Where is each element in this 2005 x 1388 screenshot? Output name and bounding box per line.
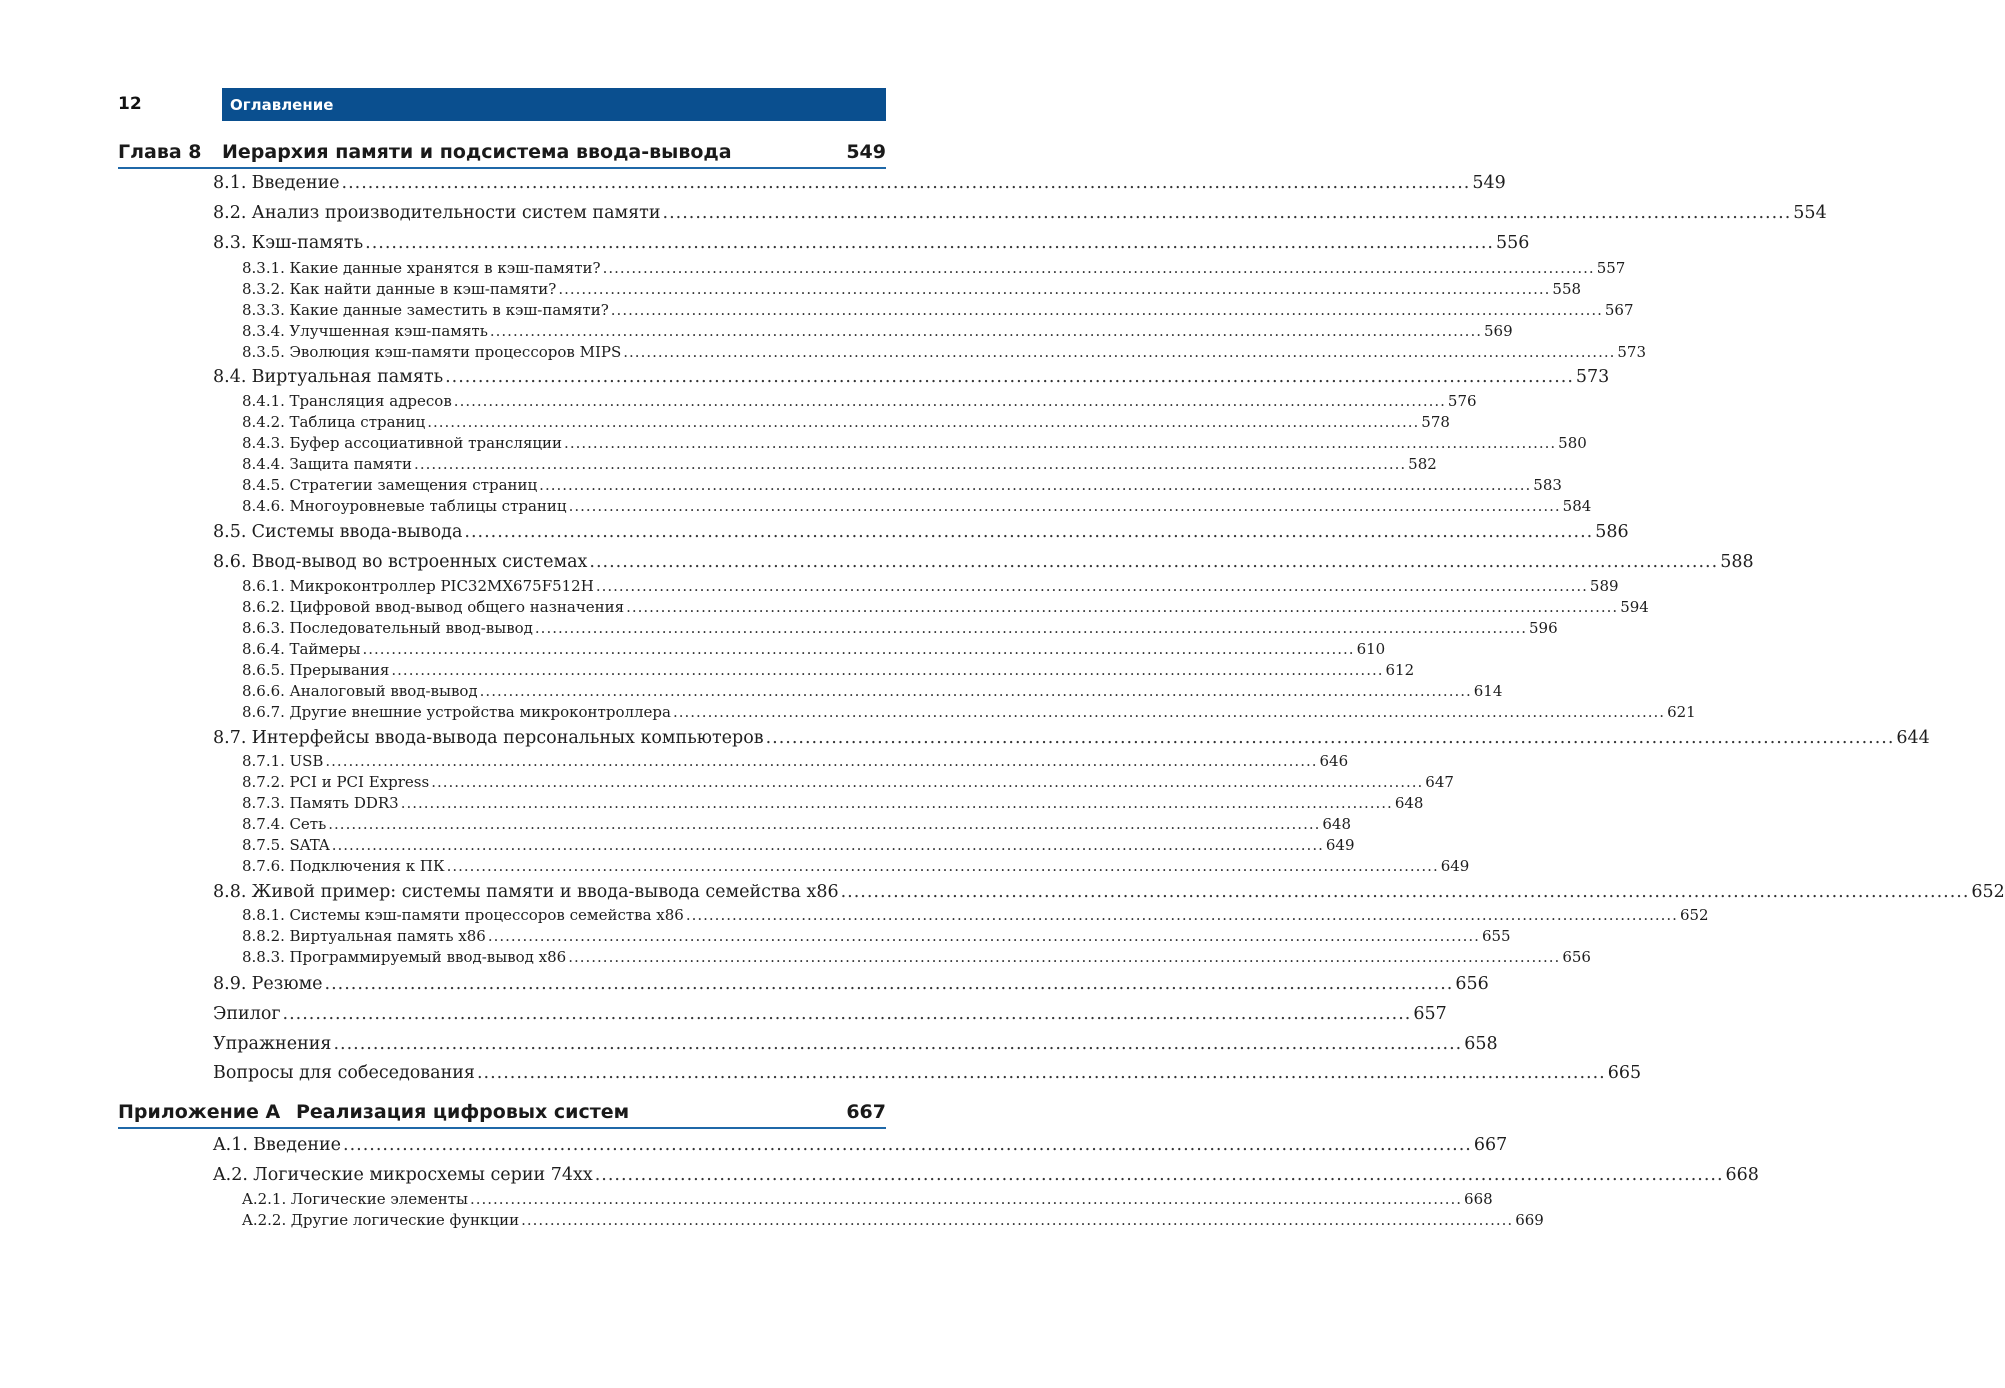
entry-page: 586 bbox=[1595, 522, 1629, 542]
entry-number: 8.4.5. bbox=[242, 476, 285, 494]
leader-dots: ............................................................................................................................................................................ bbox=[328, 815, 1321, 833]
entry-title: Таймеры bbox=[289, 640, 361, 658]
entry-number: 8.4.4. bbox=[242, 455, 285, 473]
entry-page: 656 bbox=[1455, 974, 1489, 994]
toc-subentry[interactable] bbox=[242, 927, 1511, 945]
entry-number: 8.8. bbox=[213, 882, 247, 902]
entry-title: Как найти данные в кэш-памяти? bbox=[289, 280, 557, 298]
entry-page: 658 bbox=[1464, 1034, 1498, 1054]
entry-page: 576 bbox=[1447, 392, 1477, 410]
entry-page: 655 bbox=[1481, 927, 1511, 945]
entry-number: 8.2. bbox=[213, 203, 247, 223]
toc-entry[interactable] bbox=[213, 173, 1506, 193]
leader-dots: ............................................................................................................................................................................ bbox=[453, 392, 1446, 410]
toc-subentry[interactable] bbox=[242, 1190, 1493, 1208]
entry-page: 656 bbox=[1562, 948, 1591, 966]
leader-dots: ............................................................................................................................................................................ bbox=[662, 203, 1792, 223]
toc-subentry[interactable] bbox=[242, 906, 1709, 924]
entry-page: 668 bbox=[1725, 1165, 1759, 1185]
entry-number: 8.3.1. bbox=[242, 259, 285, 277]
toc-subentry[interactable] bbox=[242, 322, 1513, 340]
entry-page: 578 bbox=[1421, 413, 1450, 431]
entry-title: Эволюция кэш-памяти процессоров MIPS bbox=[289, 343, 622, 361]
leader-dots: ............................................................................................................................................................................ bbox=[623, 343, 1616, 361]
toc-subentry[interactable] bbox=[242, 301, 1634, 319]
entry-title: Сеть bbox=[289, 815, 327, 833]
entry-page: 557 bbox=[1596, 259, 1626, 277]
leader-dots: ............................................................................................................................................................................ bbox=[558, 280, 1551, 298]
entry-title: Живой пример: системы памяти и ввода-вывода семейства x86 bbox=[251, 882, 839, 902]
toc-entry[interactable] bbox=[213, 1135, 1508, 1155]
entry-title: Микроконтроллер PIC32MX675F512H bbox=[289, 577, 594, 595]
entry-title: Виртуальная память x86 bbox=[289, 927, 486, 945]
appendix-label: Приложение А bbox=[118, 1101, 281, 1123]
entry-title: Программируемый ввод-вывод x86 bbox=[289, 948, 567, 966]
toc-subentry[interactable] bbox=[242, 948, 1591, 966]
entry-title: Защита памяти bbox=[289, 455, 413, 473]
entry-number: 8.6.7. bbox=[242, 703, 285, 721]
entry-title: Какие данные заместить в кэш-памяти? bbox=[289, 301, 609, 319]
entry-page: 594 bbox=[1620, 598, 1649, 616]
leader-dots: ............................................................................................................................................................................ bbox=[564, 434, 1557, 452]
entry-title: Улучшенная кэш-память bbox=[289, 322, 488, 340]
leader-dots: ............................................................................................................................................................................ bbox=[685, 906, 1678, 924]
entry-title: Логические элементы bbox=[290, 1190, 468, 1208]
entry-title: Системы ввода-вывода bbox=[251, 522, 463, 542]
leader-dots: ............................................................................................................................................................................ bbox=[427, 413, 1420, 431]
toc-subentry[interactable] bbox=[242, 577, 1619, 595]
toc-entry[interactable] bbox=[213, 1165, 1759, 1185]
entry-page: 582 bbox=[1408, 455, 1437, 473]
entry-number: 8.3.3. bbox=[242, 301, 285, 319]
leader-dots: ............................................................................................................................................................................ bbox=[325, 752, 1318, 770]
entry-number: 8.6.5. bbox=[242, 661, 285, 679]
entry-number: A.2. bbox=[213, 1165, 248, 1185]
entry-title: Прерывания bbox=[289, 661, 390, 679]
entry-number: 8.3.5. bbox=[242, 343, 285, 361]
entry-title: PCI и PCI Express bbox=[289, 773, 430, 791]
toc-entry[interactable] bbox=[213, 728, 1930, 748]
leader-dots: ............................................................................................................................................................................ bbox=[589, 552, 1719, 572]
entry-number: 8.7.4. bbox=[242, 815, 285, 833]
entry-title: Введение bbox=[253, 1135, 342, 1155]
entry-number: 8.6.1. bbox=[242, 577, 285, 595]
toc-subentry[interactable] bbox=[242, 343, 1647, 361]
toc-subentry[interactable] bbox=[242, 434, 1587, 452]
entry-title: Трансляция адресов bbox=[289, 392, 452, 410]
entry-page: 644 bbox=[1896, 728, 1930, 748]
toc-subentry[interactable] bbox=[242, 619, 1558, 637]
entry-number: 8.6.3. bbox=[242, 619, 285, 637]
entry-page: 558 bbox=[1552, 280, 1582, 298]
entry-number: 8.7.1. bbox=[242, 752, 285, 770]
appendix-heading[interactable] bbox=[118, 1101, 886, 1129]
entry-number: 8.6.6. bbox=[242, 682, 285, 700]
leader-dots: ............................................................................................................................................................................ bbox=[414, 455, 1407, 473]
leader-dots: ............................................................................................................................................................................ bbox=[469, 1190, 1463, 1208]
entry-title: Многоуровневые таблицы страниц bbox=[289, 497, 567, 515]
entry-title: SATA bbox=[289, 836, 330, 854]
entry-title: Последовательный ввод-вывод bbox=[289, 619, 533, 637]
entry-page: 647 bbox=[1425, 773, 1454, 791]
entry-page: 649 bbox=[1325, 836, 1355, 854]
leader-dots: ............................................................................................................................................................................ bbox=[431, 773, 1424, 791]
entry-page: 621 bbox=[1667, 703, 1696, 721]
leader-dots: ............................................................................................................................................................................ bbox=[521, 1211, 1514, 1229]
entry-number: A.2.1. bbox=[242, 1190, 287, 1208]
toc-entry[interactable] bbox=[213, 367, 1610, 387]
entry-title: Вопросы для собеседования bbox=[213, 1063, 475, 1083]
entry-title: Стратегии замещения страниц bbox=[289, 476, 538, 494]
leader-dots: ............................................................................................................................................................................ bbox=[365, 233, 1494, 253]
entry-number: 8.5. bbox=[213, 522, 247, 542]
leader-dots: ............................................................................................................................................................................ bbox=[333, 1034, 1463, 1054]
entry-page: 665 bbox=[1607, 1063, 1642, 1083]
toc-subentry[interactable] bbox=[242, 476, 1562, 494]
chapter-title: Иерархия памяти и подсистема ввода-вывода bbox=[222, 141, 732, 163]
toc-entry[interactable] bbox=[213, 552, 1754, 572]
entry-number: 8.7.2. bbox=[242, 773, 285, 791]
toc-subentry[interactable] bbox=[242, 836, 1355, 854]
entry-number: 8.6. bbox=[213, 552, 247, 572]
entry-number: 8.7.6. bbox=[242, 857, 285, 875]
leader-dots: ............................................................................................................................................................................ bbox=[487, 927, 1480, 945]
entry-page: 596 bbox=[1529, 619, 1558, 637]
entry-page: 569 bbox=[1483, 322, 1513, 340]
entry-number: 8.6.2. bbox=[242, 598, 285, 616]
entry-page: 657 bbox=[1413, 1004, 1447, 1024]
leader-dots: ............................................................................................................................................................................ bbox=[765, 728, 1895, 748]
leader-dots: ............................................................................................................................................................................ bbox=[362, 640, 1355, 658]
entry-number: 8.7.5. bbox=[242, 836, 285, 854]
entry-number: 8.4.3. bbox=[242, 434, 285, 452]
page-header bbox=[118, 88, 886, 121]
entry-number: 8.8.2. bbox=[242, 927, 285, 945]
appendix-page: 667 bbox=[846, 1101, 886, 1123]
entry-number: 8.1. bbox=[213, 173, 247, 193]
leader-dots: ............................................................................................................................................................................ bbox=[464, 522, 1594, 542]
entry-title: Эпилог bbox=[213, 1004, 281, 1024]
entry-number: 8.4.1. bbox=[242, 392, 285, 410]
entry-page: 580 bbox=[1558, 434, 1587, 452]
toc-subentry[interactable] bbox=[242, 413, 1450, 431]
leader-dots: ............................................................................................................................................................................ bbox=[476, 1063, 1606, 1083]
toc-subentry[interactable] bbox=[242, 640, 1386, 658]
entry-page: 652 bbox=[1679, 906, 1709, 924]
entry-title: Память DDR3 bbox=[289, 794, 399, 812]
entry-number: 8.7. bbox=[213, 728, 247, 748]
entry-page: 648 bbox=[1322, 815, 1352, 833]
leader-dots: ............................................................................................................................................................................ bbox=[610, 301, 1603, 319]
entry-page: 649 bbox=[1440, 857, 1470, 875]
entry-page: 652 bbox=[1971, 882, 2005, 902]
leader-dots: ............................................................................................................................................................................ bbox=[840, 882, 1970, 902]
leader-dots: ............................................................................................................................................................................ bbox=[324, 974, 1454, 994]
entry-title: Системы кэш-памяти процессоров семейства x86 bbox=[289, 906, 684, 924]
toc-subentry[interactable] bbox=[242, 280, 1582, 298]
entry-page: 614 bbox=[1473, 682, 1503, 700]
entry-number: A.1. bbox=[213, 1135, 248, 1155]
leader-dots: ............................................................................................................................................................................ bbox=[602, 259, 1595, 277]
entry-number: 8.8.1. bbox=[242, 906, 285, 924]
entry-title: Аналоговый ввод-вывод bbox=[289, 682, 478, 700]
toc-subentry[interactable] bbox=[242, 815, 1352, 833]
entry-title: Логические микросхемы серии 74xx bbox=[253, 1165, 593, 1185]
toc-entry[interactable] bbox=[213, 1004, 1447, 1024]
toc-subentry[interactable] bbox=[242, 703, 1696, 721]
running-header-title: Оглавление bbox=[230, 96, 334, 114]
entry-number: 8.4. bbox=[213, 367, 247, 387]
leader-dots: ............................................................................................................................................................................ bbox=[672, 703, 1666, 721]
chapter-label: Глава 8 bbox=[118, 141, 202, 163]
entry-page: 669 bbox=[1515, 1211, 1544, 1229]
entry-page: 646 bbox=[1319, 752, 1349, 770]
entry-page: 589 bbox=[1589, 577, 1619, 595]
entry-number: 8.4.6. bbox=[242, 497, 285, 515]
toc-subentry[interactable] bbox=[242, 259, 1626, 277]
entry-number: 8.9. bbox=[213, 974, 247, 994]
leader-dots: ............................................................................................................................................................................ bbox=[539, 476, 1532, 494]
leader-dots: ............................................................................................................................................................................ bbox=[341, 173, 1471, 193]
entry-page: 667 bbox=[1473, 1135, 1508, 1155]
appendix-title: Реализация цифровых систем bbox=[296, 1101, 630, 1123]
entry-title: USB bbox=[289, 752, 324, 770]
entry-title: Другие внешние устройства микроконтроллера bbox=[289, 703, 671, 721]
header-bar bbox=[222, 88, 886, 121]
chapter-page: 549 bbox=[846, 141, 886, 163]
entry-number: 8.3.2. bbox=[242, 280, 285, 298]
leader-dots: ............................................................................................................................................................................ bbox=[568, 497, 1561, 515]
entry-number: 8.3.4. bbox=[242, 322, 285, 340]
leader-dots: ............................................................................................................................................................................ bbox=[331, 836, 1324, 854]
leader-dots: ............................................................................................................................................................................ bbox=[400, 794, 1393, 812]
toc-subentry[interactable] bbox=[242, 682, 1503, 700]
entry-number: 8.6.4. bbox=[242, 640, 285, 658]
entry-page: 584 bbox=[1562, 497, 1592, 515]
chapter-heading[interactable] bbox=[118, 141, 886, 169]
leader-dots: ............................................................................................................................................................................ bbox=[489, 322, 1482, 340]
entry-page: 583 bbox=[1533, 476, 1562, 494]
entry-title: Подключения к ПК bbox=[289, 857, 445, 875]
leader-dots: ............................................................................................................................................................................ bbox=[595, 577, 1588, 595]
entry-page: 549 bbox=[1472, 173, 1506, 193]
leader-dots: ............................................................................................................................................................................ bbox=[594, 1165, 1724, 1185]
entry-page: 648 bbox=[1394, 794, 1424, 812]
entry-page: 610 bbox=[1356, 640, 1386, 658]
toc-entry[interactable] bbox=[213, 1063, 1642, 1083]
toc-entry[interactable] bbox=[213, 882, 2005, 902]
leader-dots: ............................................................................................................................................................................ bbox=[568, 948, 1561, 966]
leader-dots: ............................................................................................................................................................................ bbox=[626, 598, 1619, 616]
entry-page: 612 bbox=[1385, 661, 1415, 679]
entry-number: 8.8.3. bbox=[242, 948, 285, 966]
entry-page: 556 bbox=[1495, 233, 1530, 253]
toc-subentry[interactable] bbox=[242, 455, 1437, 473]
toc-subentry[interactable] bbox=[242, 794, 1424, 812]
leader-dots: ............................................................................................................................................................................ bbox=[282, 1004, 1412, 1024]
leader-dots: ............................................................................................................................................................................ bbox=[445, 367, 1574, 387]
leader-dots: ............................................................................................................................................................................ bbox=[479, 682, 1472, 700]
toc-subentry[interactable] bbox=[242, 773, 1454, 791]
leader-dots: ............................................................................................................................................................................ bbox=[446, 857, 1439, 875]
entry-number: A.2.2. bbox=[242, 1211, 287, 1229]
entry-title: Резюме bbox=[251, 974, 323, 994]
toc-entry[interactable] bbox=[213, 522, 1629, 542]
entry-title: Таблица страниц bbox=[289, 413, 426, 431]
entry-number: 8.7.3. bbox=[242, 794, 285, 812]
entry-page: 588 bbox=[1720, 552, 1754, 572]
entry-title: Введение bbox=[251, 173, 340, 193]
toc-subentry[interactable] bbox=[242, 857, 1470, 875]
entry-title: Какие данные хранятся в кэш-памяти? bbox=[289, 259, 601, 277]
entry-title: Ввод-вывод во встроенных системах bbox=[251, 552, 588, 572]
entry-title: Цифровой ввод-вывод общего назначения bbox=[289, 598, 625, 616]
leader-dots: ............................................................................................................................................................................ bbox=[343, 1135, 1472, 1155]
entry-page: 573 bbox=[1617, 343, 1647, 361]
entry-page: 573 bbox=[1575, 367, 1610, 387]
entry-number: 8.3. bbox=[213, 233, 247, 253]
entry-page: 567 bbox=[1604, 301, 1634, 319]
entry-title: Упражнения bbox=[213, 1034, 332, 1054]
entry-title: Виртуальная память bbox=[251, 367, 444, 387]
entry-page: 554 bbox=[1793, 203, 1827, 223]
entry-title: Другие логические функции bbox=[290, 1211, 520, 1229]
toc-subentry[interactable] bbox=[242, 497, 1592, 515]
toc-subentry[interactable] bbox=[242, 392, 1477, 410]
page-number: 12 bbox=[118, 94, 142, 114]
leader-dots: ............................................................................................................................................................................ bbox=[534, 619, 1528, 637]
entry-title: Буфер ассоциативной трансляции bbox=[289, 434, 563, 452]
toc-entry[interactable] bbox=[213, 974, 1489, 994]
leader-dots: ............................................................................................................................................................................ bbox=[391, 661, 1384, 679]
entry-number: 8.4.2. bbox=[242, 413, 285, 431]
entry-title: Анализ производительности систем памяти bbox=[251, 203, 661, 223]
toc-entry[interactable] bbox=[213, 233, 1530, 253]
toc-entry[interactable] bbox=[213, 1034, 1498, 1054]
toc-subentry[interactable] bbox=[242, 1211, 1544, 1229]
entry-page: 668 bbox=[1464, 1190, 1493, 1208]
toc-subentry[interactable] bbox=[242, 661, 1415, 679]
toc-subentry[interactable] bbox=[242, 752, 1349, 770]
entry-title: Интерфейсы ввода-вывода персональных компьютеров bbox=[251, 728, 764, 748]
toc-subentry[interactable] bbox=[242, 598, 1649, 616]
entry-title: Кэш-память bbox=[251, 233, 364, 253]
toc-entry[interactable] bbox=[213, 203, 1827, 223]
